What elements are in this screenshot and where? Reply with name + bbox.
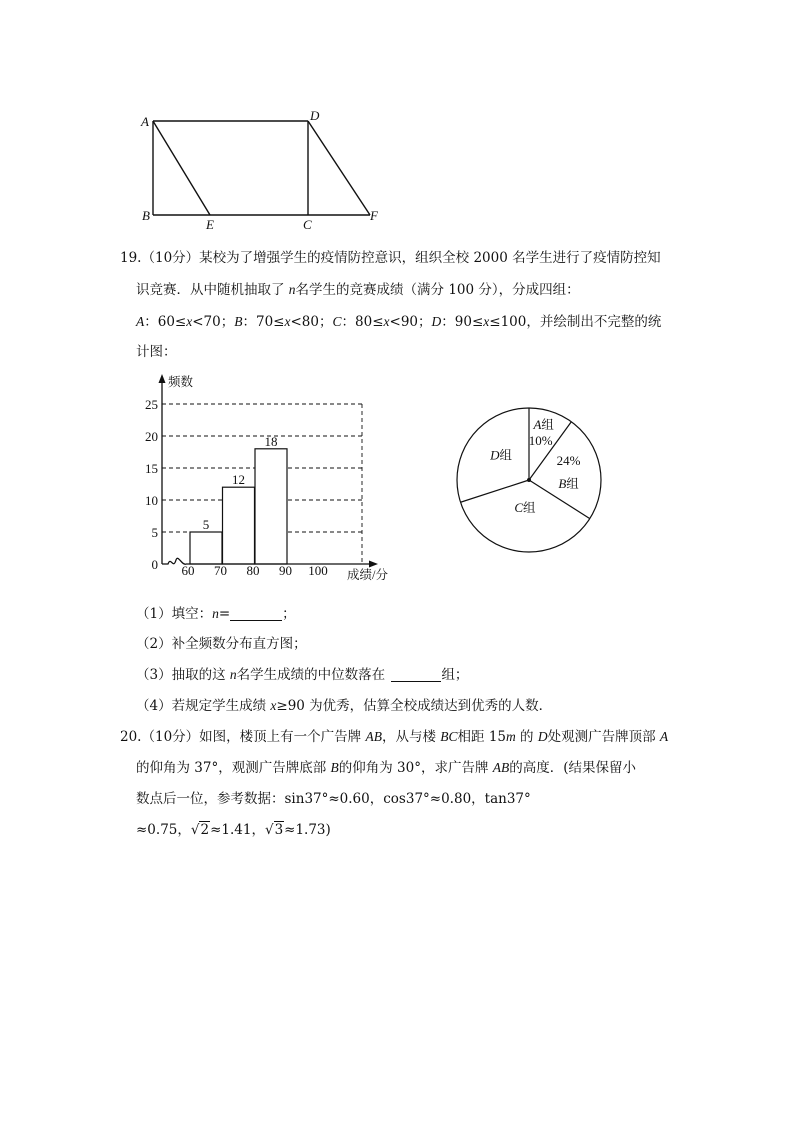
y-axis-label: 频数 [168,375,194,389]
bar-data-label: 12 [232,472,245,488]
q20-text: ≈0.75， [136,822,191,838]
group-range: ：90≤ [441,314,484,330]
sub4-text: ≥90 为优秀，估算全校成绩达到优秀的人数． [276,698,553,714]
pie-slice-label: D组 [490,447,512,463]
answer-blank[interactable] [230,606,282,621]
var-x: x [186,314,193,329]
sub3-text: 名学生成绩的中位数落在 [236,667,390,683]
label-B: B [142,208,150,223]
pie-percent-label: 10% [528,432,553,448]
sqrt-icon: √ [190,822,200,838]
var-D: D [537,729,548,744]
q20-text: 相距 15 [457,729,507,745]
q20-text: ，从与楼 [381,729,441,745]
q20-line-2 [136,758,636,778]
q19-line-1 [120,248,661,268]
q20-text: ≈1.73) [284,822,331,838]
y-axis-arrow [159,374,166,383]
q20-number: 20. [120,729,142,745]
x-axis-arrow [369,561,378,568]
q20-text: 处观测广告牌顶部 [547,729,660,745]
y-tick-label: 15 [145,461,158,476]
histogram-chart [140,370,410,585]
pie-slice-label: A组 [533,416,554,432]
sqrt-2-radicand: 2 [200,822,210,838]
pie-slice-boundary [461,480,529,502]
segment-AE [153,121,210,215]
var-BC: BC [440,729,458,744]
q20-text: 的高度．(结果保留小 [509,760,637,776]
q19-line-2 [136,280,580,300]
histogram-bar [223,487,255,564]
sub1-text: （1）填空： [136,606,213,622]
y-tick-label: 25 [145,397,158,412]
group-name: B [234,314,243,329]
label-E: E [206,217,214,232]
group-range-end: ≤100，并绘制出不完整的统 [489,314,662,330]
group-name: D [431,314,442,329]
pie-percent-label: 24% [556,453,581,469]
sub3-text: （3）抽取的这 [136,667,230,683]
sub1-end: ； [282,606,296,622]
q19-groups-line [136,312,661,332]
var-A: A [659,729,669,744]
pie-center [527,478,531,482]
var-x: x [483,314,490,329]
sqrt-3-radicand: 3 [274,822,284,838]
q20-text: 的 [515,729,538,745]
label-A: A [141,114,149,129]
q20-line-3: 数点后一位，参考数据：sin37°≈0.60，cos37°≈0.80，tan37° [136,791,531,807]
group-range-end: <80； [290,314,333,330]
var-x: x [383,314,390,329]
var-B: B [330,760,339,775]
label-F: F [370,208,378,223]
q20-text: 如图，楼顶上有一个广告牌 [199,729,366,745]
q20-text: 的仰角为 30°，求广告牌 [338,760,493,776]
var-n: n [212,606,219,621]
y-tick-label: 5 [151,525,158,540]
label-D: D [310,108,320,123]
q19-text: 某校为了增强学生的疫情防控意识，组织全校 2000 名学生进行了疫情防控知 [199,250,661,266]
histogram-bar [190,532,222,564]
group-name: C [332,314,342,329]
pie-slice-label: C组 [514,500,536,516]
sqrt-icon: √ [264,822,274,838]
group-range-end: <90； [389,314,432,330]
var-n: n [288,282,296,297]
pie-slice-label: B组 [558,476,579,492]
sub4-text: （4）若规定学生成绩 [136,698,271,714]
q19-text: 识竞赛．从中随机抽取了 [136,282,289,298]
var-AB: AB [492,760,510,775]
var-x: x [284,314,291,329]
bars [190,449,287,564]
var-AB: AB [365,729,382,744]
x-tick-label: 60 [181,563,195,578]
x-tick-label: 100 [308,563,328,578]
var-x: x [270,698,277,713]
q19-score: （10分） [141,250,200,266]
unit-m: m [506,729,516,744]
sub1-equals: = [218,606,231,622]
histogram-bar [255,449,287,564]
q19-number: 19. [120,250,142,266]
x-tick-label: 90 [279,563,292,578]
segment-DF [308,121,370,215]
group-range: ：80≤ [341,314,384,330]
pie-chart [450,400,610,560]
y-tick-label: 20 [145,429,158,444]
q20-line-1 [120,727,668,747]
q20-score: （10分） [141,729,200,745]
q19-text: 名学生的竞赛成绩（满分 100 分），分成四组： [295,282,580,298]
q19-sub3 [136,665,468,685]
q20-text: 的仰角为 37°，观测广告牌底部 [136,760,331,776]
x-tick-label: 70 [214,563,227,578]
group-name: A [136,314,145,329]
q19-line-4: 计图： [136,344,177,360]
y-tick-label: 0 [151,557,158,572]
answer-blank[interactable] [391,667,441,682]
q20-line-4 [136,820,331,840]
sub3-end: 组； [441,667,469,683]
x-axis-label: 成绩/分 [347,568,388,582]
group-range-end: <70； [192,314,235,330]
q19-sub4 [136,696,552,716]
var-n: n [229,667,237,682]
q19-sub1 [136,604,296,624]
group-range: ：60≤ [144,314,187,330]
group-range: ：70≤ [242,314,285,330]
label-C: C [303,217,312,232]
q19-sub2: （2）补全频数分布直方图； [136,636,307,652]
bar-data-label: 18 [264,433,278,449]
geometry-figure [130,100,400,235]
x-tick-label: 80 [246,563,260,578]
y-tick-label: 10 [145,493,158,508]
bar-data-label: 5 [202,517,210,532]
q20-text: ≈1.41， [210,822,265,838]
